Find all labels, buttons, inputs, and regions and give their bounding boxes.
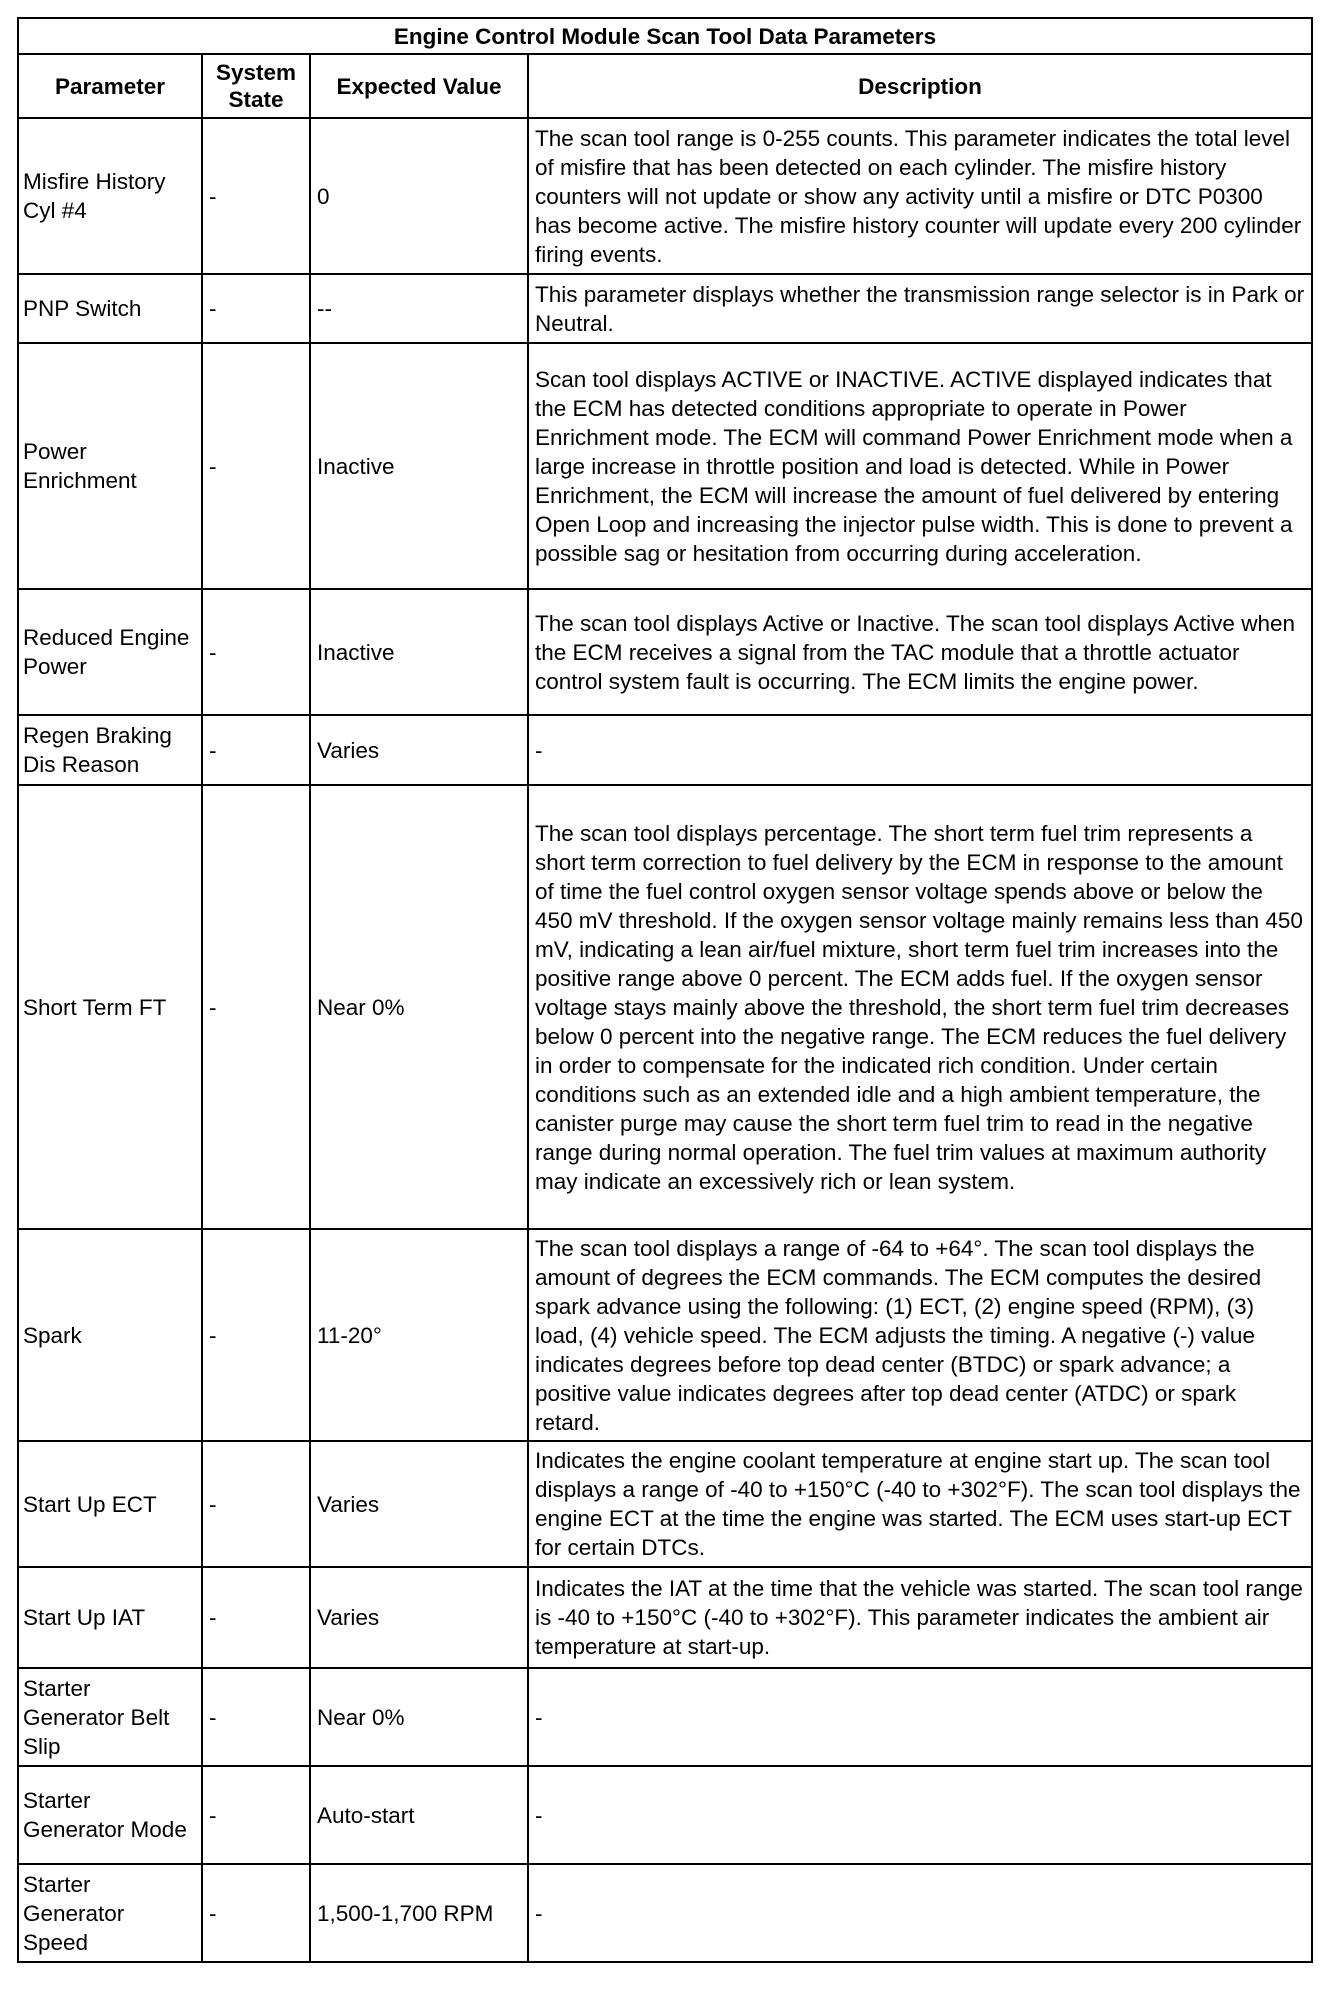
scan-tool-parameter-table bbox=[17, 17, 1313, 1963]
description-cell: - bbox=[528, 1668, 1312, 1766]
header-row bbox=[18, 54, 1312, 118]
header-description: Description bbox=[528, 54, 1312, 118]
expected-value-cell: Inactive bbox=[310, 343, 528, 589]
table-row bbox=[18, 1766, 1312, 1864]
description-cell: This parameter displays whether the transmission range selector is in Park or Neutral. bbox=[528, 274, 1312, 343]
expected-value-cell: Inactive bbox=[310, 589, 528, 715]
parameter-cell: Misfire History Cyl #4 bbox=[18, 118, 202, 274]
description-cell: The scan tool displays percentage. The short term fuel trim represents a short term correction to fuel delivery by the ECM in response to the amount of time the fuel control oxygen sensor voltage spends above or below the 450 mV threshold. If the oxygen sensor voltage mainly remains less than 450 mV, indicating a lean air/fuel mixture, short term fuel trim increases into the positive range above 0 percent. The ECM adds fuel. If the oxygen sensor voltage stays mainly above the threshold, the short term fuel trim decreases below 0 percent into the negative range. The ECM reduces the fuel delivery in order to compensate for the indicated rich condition. Under certain conditions such as an extended idle and a high ambient temperature, the canister purge may cause the short term fuel trim to read in the negative range during normal operation. The fuel trim values at maximum authority may indicate an excessively rich or lean system. bbox=[528, 785, 1312, 1229]
table-row bbox=[18, 1229, 1312, 1441]
description-cell: Indicates the engine coolant temperature at engine start up. The scan tool displays a range of -40 to +150°C (-40 to +302°F). The scan tool displays the engine ECT at the time the engine was started. The ECM uses start-up ECT for certain DTCs. bbox=[528, 1441, 1312, 1567]
table-row bbox=[18, 343, 1312, 589]
system-state-cell: - bbox=[202, 1229, 310, 1441]
expected-value-cell: Varies bbox=[310, 1441, 528, 1567]
table-title: Engine Control Module Scan Tool Data Parameters bbox=[18, 18, 1312, 54]
parameter-cell: Reduced Engine Power bbox=[18, 589, 202, 715]
parameter-cell: Start Up IAT bbox=[18, 1567, 202, 1668]
parameter-cell: Start Up ECT bbox=[18, 1441, 202, 1567]
parameter-cell: Regen Braking Dis Reason bbox=[18, 715, 202, 785]
table-row bbox=[18, 274, 1312, 343]
header-parameter: Parameter bbox=[18, 54, 202, 118]
system-state-cell: - bbox=[202, 1766, 310, 1864]
description-cell: The scan tool range is 0-255 counts. This parameter indicates the total level of misfire that has been detected on each cylinder. The misfire history counters will not update or show any activity until a misfire or DTC P0300 has become active. The misfire history counter will update every 200 cylinder firing events. bbox=[528, 118, 1312, 274]
expected-value-cell: Varies bbox=[310, 1567, 528, 1668]
expected-value-cell: -- bbox=[310, 274, 528, 343]
system-state-cell: - bbox=[202, 715, 310, 785]
system-state-cell: - bbox=[202, 274, 310, 343]
table-row bbox=[18, 118, 1312, 274]
parameter-cell: Power Enrichment bbox=[18, 343, 202, 589]
expected-value-cell: 0 bbox=[310, 118, 528, 274]
description-cell: - bbox=[528, 715, 1312, 785]
expected-value-cell: 11-20° bbox=[310, 1229, 528, 1441]
expected-value-cell: Near 0% bbox=[310, 785, 528, 1229]
table-row bbox=[18, 589, 1312, 715]
header-system-state: System State bbox=[202, 54, 310, 118]
table-row bbox=[18, 715, 1312, 785]
expected-value-cell: Auto-start bbox=[310, 1766, 528, 1864]
table-row bbox=[18, 1864, 1312, 1962]
system-state-cell: - bbox=[202, 1668, 310, 1766]
description-cell: - bbox=[528, 1864, 1312, 1962]
parameter-cell: Starter Generator Mode bbox=[18, 1766, 202, 1864]
system-state-cell: - bbox=[202, 589, 310, 715]
title-row bbox=[18, 18, 1312, 54]
header-expected-value: Expected Value bbox=[310, 54, 528, 118]
scan-tool-data-sheet bbox=[17, 17, 1311, 1963]
expected-value-cell: 1,500-1,700 RPM bbox=[310, 1864, 528, 1962]
description-cell: Indicates the IAT at the time that the vehicle was started. The scan tool range is -40 to +150°C (-40 to +302°F). This parameter indicates the ambient air temperature at start-up. bbox=[528, 1567, 1312, 1668]
system-state-cell: - bbox=[202, 343, 310, 589]
system-state-cell: - bbox=[202, 1567, 310, 1668]
expected-value-cell: Near 0% bbox=[310, 1668, 528, 1766]
table-row bbox=[18, 1441, 1312, 1567]
parameter-cell: Spark bbox=[18, 1229, 202, 1441]
table-row bbox=[18, 1668, 1312, 1766]
description-cell: Scan tool displays ACTIVE or INACTIVE. ACTIVE displayed indicates that the ECM has detected conditions appropriate to operate in Power Enrichment mode. The ECM will command Power Enrichment mode when a large increase in throttle position and load is detected. While in Power Enrichment, the ECM will increase the amount of fuel delivered by entering Open Loop and increasing the injector pulse width. This is done to prevent a possible sag or hesitation from occurring during acceleration. bbox=[528, 343, 1312, 589]
parameter-cell: PNP Switch bbox=[18, 274, 202, 343]
expected-value-cell: Varies bbox=[310, 715, 528, 785]
description-cell: The scan tool displays a range of -64 to +64°. The scan tool displays the amount of degrees the ECM commands. The ECM computes the desired spark advance using the following: (1) ECT, (2) engine speed (RPM), (3) load, (4) vehicle speed. The ECM adjusts the timing. A negative (-) value indicates degrees before top dead center (BTDC) or spark advance; a positive value indicates degrees after top dead center (ATDC) or spark retard. bbox=[528, 1229, 1312, 1441]
table-row bbox=[18, 1567, 1312, 1668]
system-state-cell: - bbox=[202, 1864, 310, 1962]
system-state-cell: - bbox=[202, 1441, 310, 1567]
system-state-cell: - bbox=[202, 118, 310, 274]
table-row bbox=[18, 785, 1312, 1229]
system-state-cell: - bbox=[202, 785, 310, 1229]
description-cell: The scan tool displays Active or Inactive. The scan tool displays Active when the ECM receives a signal from the TAC module that a throttle actuator control system fault is occurring. The ECM limits the engine power. bbox=[528, 589, 1312, 715]
parameter-cell: Starter Generator Speed bbox=[18, 1864, 202, 1962]
parameter-cell: Starter Generator Belt Slip bbox=[18, 1668, 202, 1766]
parameter-cell: Short Term FT bbox=[18, 785, 202, 1229]
description-cell: - bbox=[528, 1766, 1312, 1864]
